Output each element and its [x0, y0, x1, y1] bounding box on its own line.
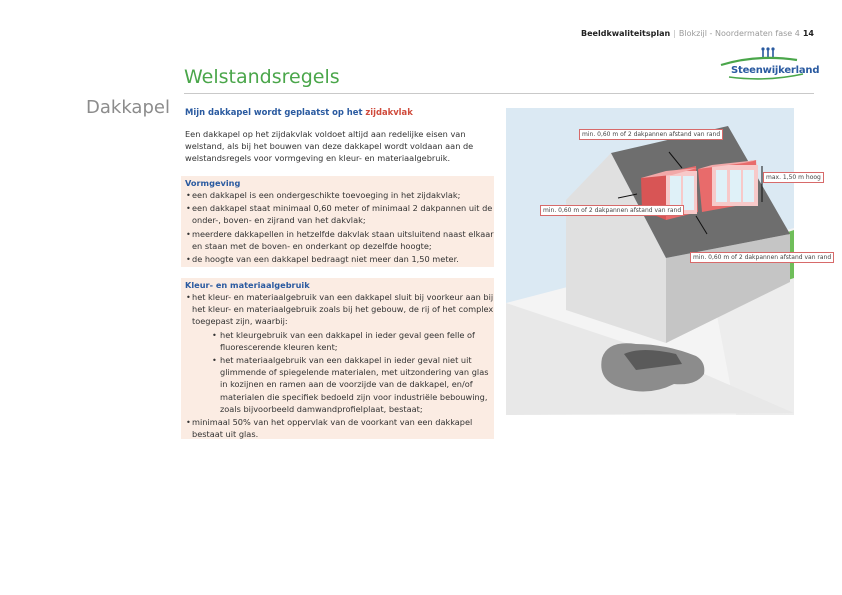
list-item: • meerdere dakkapellen in hetzelfde dakvlak staan uitsluitend naast elkaar en staan met de boven- en onderkant op dezelfde hoogte;: [182, 228, 494, 252]
doc-title: Beeldkwaliteitsplan: [581, 29, 671, 38]
sub-list-item: • het kleurgebruik van een dakkapel in ieder geval geen felle of fluorescerende kleuren kent;: [202, 329, 494, 353]
subheading: [185, 107, 413, 117]
list-item-text: het kleur- en materiaalgebruik van een dakkapel sluit bij voorkeur aan bij het kleur- en materiaalgebruik zoals bij het gebouw, de rij of het complex toegepast zijn, waarbij:: [192, 292, 494, 327]
sub-list-item: • het materiaalgebruik van een dakkapel in ieder geval niet uit glimmende of spiegelende materialen, met uitzondering van glas in kozijnen en ramen aan de voorzijde van de dakkapel, en/of materialen die specifiek bedoeld zijn voor industriële bebouwing, zoals bijvoorbeeld damwandprofielplaat, bestaat;: [202, 354, 494, 415]
subheading-highlight: zijdakvlak: [365, 107, 413, 117]
side-heading: Dakkapel: [86, 97, 170, 118]
list-item: • een dakkapel staat minimaal 0,60 meter of minimaal 2 dakpannen uit de onder-, boven- en zijrand van het dakvlak;: [182, 202, 494, 226]
list-item: • minimaal 50% van het oppervlak van de voorkant van een dakkapel bestaat uit glas.: [182, 416, 494, 440]
list-item: • een dakkapel is een ondergeschikte toevoeging in het zijdakvlak;: [182, 189, 494, 201]
page-title: Welstandsregels: [184, 66, 340, 88]
intro-paragraph: Een dakkapel op het zijdakvlak voldoet altijd aan redelijke eisen van welstand, als bij het bouwen van deze dakkapel wordt voldaan aan de welstandsregels voor vormgeving en kleur- en materiaalgebruik.: [185, 129, 474, 164]
label-top-distance: min. 0,60 m of 2 dakpannen afstand van rand: [579, 129, 723, 140]
label-left-distance: min. 0,60 m of 2 dakpannen afstand van rand: [540, 205, 684, 216]
title-divider: [184, 93, 814, 94]
label-bottom-distance: min. 0,60 m of 2 dakpannen afstand van rand: [690, 252, 834, 263]
page-number: 14: [802, 29, 814, 38]
list-item: [182, 291, 494, 415]
section-name: Blokzijl - Noordermaten fase 4: [678, 29, 800, 38]
dakkapel-illustration: [506, 108, 832, 415]
running-header: Beeldkwaliteitsplan | Blokzijl - Noordermaten fase 4 14: [581, 29, 814, 38]
kleur-section: [181, 278, 494, 439]
logo-text: Steenwijkerland: [731, 65, 820, 76]
steenwijkerland-logo: [717, 46, 820, 80]
vormgeving-title: Vormgeving: [185, 178, 241, 188]
list-item: • de hoogte van een dakkapel bedraagt niet meer dan 1,50 meter.: [182, 253, 494, 265]
subheading-prefix: Mijn dakkapel wordt geplaatst op het: [185, 107, 363, 117]
label-max-height: max. 1,50 m hoog: [763, 172, 824, 183]
vormgeving-section: [181, 176, 494, 267]
kleur-title: Kleur- en materiaalgebruik: [185, 280, 310, 290]
